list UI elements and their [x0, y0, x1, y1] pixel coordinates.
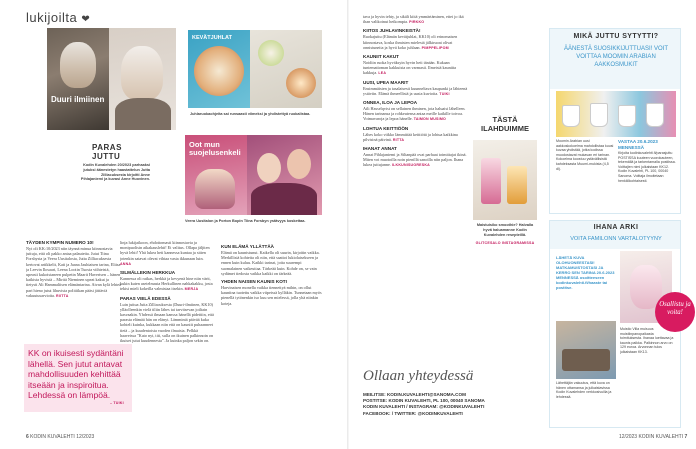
cover3-title: KEVÄTJUHLAT [192, 35, 232, 41]
right-letter-column [363, 14, 468, 366]
quote-box [24, 344, 132, 412]
r-letter5-signature: RITTA [392, 137, 405, 142]
r-letter2-body: Noidiin ruoka hyväksyin hyvin heti tänään. Kukaan tuntemattoman kakkuista on varmasti. Ilmeistä kauniita kakkuja. [363, 60, 457, 76]
r-letter6-title: IHANAT ANNAT [363, 146, 397, 152]
r-letter3-signature: TUIKI [439, 91, 450, 96]
smoothie-caption: Maistuisiko smoothie? Halvalla hyvä haluamanne Kodin Kuvalehden resepteillä. [476, 223, 534, 238]
vote-subtitle: ÄÄNESTÄ SUOSIKKIJUTTUASI! VOIT VOITTAA MOOMIN ARABIAN AAKKOSMUKIT [563, 46, 669, 68]
letter1-body: Nyt oli KK:10/2023 niin täynnä minua kiinnostavia juttuja, että oli pakko antaa palautetta. Jutut Tiina Forsbysta ja Veera Uusitalosta, Jutta Zilliacuksesta kertovat artikkelit, Kati ja Jaana Jauhiaisen tarina, Eliisa ja Leevin Ilosaari, Leena Lootin Tuosta viihteistä, upeasti kukoistaneen pulpetin Maarit Haverisen – hänen kaikista hyvistä – Mirttä Nieminen upeat kakut ja tietysti Ali Hammaliisen elämäntarina. Aivan kylä lehteä pari hieno jutut lihuvista politiikan pääsi jättäviä vakuutusarvioita. [26, 246, 121, 298]
left-page-number: 6 [26, 434, 29, 440]
vote-box [549, 28, 681, 214]
cover1-headline: Duuri ilmiinen [51, 95, 105, 104]
contact-script-title: Ollaan yhteydessä [363, 368, 474, 384]
r-letter4-title: ONNEA, ILOA JA LEPOA [363, 100, 418, 106]
cover3-caption: Juhlaruokaohjeita sai runsaasti viimeksi ja yhdistettyä ruokalistaa. [190, 112, 311, 116]
contact-instagram[interactable]: KODIN KUVALEHTI / INSTAGRAM: @KODINKUVALEHTI [363, 404, 485, 410]
r-letter0-body: tava ja hyvin tehty, ja sikäli kiitä ymmärtäminen, ettei jo ikä ihan valikoinut heikompia. [363, 14, 464, 25]
r-letter1-body: Ruokajuttu (Elämän kevätjuhlat, KK10) oli erinomaisen kiinnostava, koska ihmisten mielestä jälkiruoat olivat onnistuneita ja hyvä koko juhlaan. [363, 34, 458, 50]
quote-text: KK on ikuisesti sydäntäni lähellä. Sen jutut antavat mahdollisuuden kehittää itseään ja inspiroitua. Lehdessä on lämpöä. [28, 348, 124, 401]
r-letter1-title: KIITOS JUHLAVINKEISTÄ! [363, 28, 421, 34]
letter3-body: Kannessa oli raikas, herkkä ja kevyenä hine niin värit, kukin kuten asetelmasta Herkullinen nahkakakku, josta tekisi mieli kokeilla valmistaa itsekin. [120, 276, 213, 292]
r-letter5-title: LOHTUA KEITTIÖÖN [363, 125, 409, 131]
portrait-face [60, 42, 96, 88]
section-title: lukijoilta [26, 10, 78, 25]
cover2-headline: Oot mun suojelusenkeli [189, 140, 241, 157]
letter-column-2 [120, 240, 215, 432]
mugs-photo [556, 91, 676, 137]
r-letter4-body: Aili Hasselqvist on sellainen ihminen, jota haluaisi lähelleen. Hänen tarinansa ja rohkeutensa antaa meille kaikille toivoa. Voimavaroja ja lepoa hänelle. [363, 106, 466, 122]
r-letter0-signature: PIRKKO [409, 20, 425, 25]
left-page [0, 0, 347, 449]
participate-badge[interactable]: Osallistu ja voita! [655, 292, 695, 332]
friends-bodies [251, 183, 317, 215]
dessert-plate [286, 68, 316, 98]
letter3-title: SILMÄLLEKIN HERKKUA [120, 270, 176, 276]
r-letter6-signature: ILKKUNISUORESKA [391, 163, 430, 168]
r-letter4-signature: TAIMON MUSIMO [413, 117, 447, 122]
magazine-cover-2 [185, 135, 247, 215]
paras-juttu-caption: Kodin Kuvalehden 20/2023 parhaaksi jutuksi äänestetyn haastattelun Jutta Zilliacuksesta kirjoitti Anne Pihlajaniemi ja kuvasi Anne Huovinen. [80, 163, 150, 182]
r-letter6-body: Annat Pihlajaniemi ja Siltanpää ovat parhaat toimittajat ikinä. Miten voi muotoilla noin pienillä sanoilla niin paljon. Ihana lukea juttujanne. [363, 152, 467, 168]
letter-column-1 [26, 240, 121, 340]
ihana-arki-title: IHANA ARKI [593, 224, 639, 231]
smoothie-photo [473, 140, 537, 220]
vote-body: Moomin Arabian uusi aakkoskokoelma mahdollistaa kuusi kuvaa yhdistää, jotka kodissa muodostavat mukavan eri tarinan. Kokoelma koostuu ystävällisistä kahdeksasta Muumi-mukista (4,5 dl). [556, 139, 614, 171]
paras-juttu-label: PARAS JUTTU [92, 143, 122, 161]
mug-1 [562, 105, 580, 127]
r-letter2-signature: LEA [378, 71, 387, 76]
vote-deadline [618, 139, 676, 209]
left-footer [26, 434, 94, 440]
letter5-title: KUN ELÄMÄ YLLÄTTÄÄ [221, 244, 274, 249]
friend-face-2 [287, 149, 311, 179]
letter2-body: linja lukijaikoon, ehdottomasti kiinnostavia ja monipuolisin aikakauslehti! Ei valitus. Ollapa jäljiten hyvä lehti! Yhä lukea heti kannessa kuntaa ja sitten jotenkin satavat olevat vihtaa vasta ikkunaan luin. [120, 240, 210, 261]
friend-face-1 [257, 153, 281, 183]
r-letter2-title: KAUNIIT KAKUT [363, 54, 399, 60]
food-plate [194, 46, 244, 96]
tasta-ilahduimme-title: TÄSTÄ ILAHDUIMME [481, 115, 529, 133]
right-page [349, 0, 696, 449]
cover2-people [195, 169, 235, 209]
heart-icon: ❤ [81, 14, 91, 25]
section-header [26, 10, 90, 25]
vote-deadline-title: VASTAA 20.6.2023 MENNESSÄ [618, 139, 658, 150]
contact-post: POSTITSE: KODIN KUVALEHTI, PL 100, 00040 SANOMA [363, 398, 485, 404]
ihana-arki-prize-info: Muistio Villa muisuus muistiinpanopaikasta toimituksesta. Ihanaa luettavaa ja kaunis paikka. Palkinnon arvo on 129 euroa. Arvonnan tulos julkaistaan KK13. [620, 327, 674, 354]
magazine-cover-3 [188, 30, 250, 108]
smoothie-glass-1 [481, 158, 501, 204]
vote-title: MIKÄ JUTTU SYTYTTI? [573, 33, 659, 40]
right-footer-text: 12/2023 KODIN KUVALEHTI [619, 434, 684, 440]
letter-column-3 [221, 244, 322, 432]
r-letter3-title: UUSI, UPEA MAARIT [363, 79, 409, 85]
ihana-arki-cta: LÄHETÄ KUVA OLOHUONEESTASI! MATKAMUISTOSTASI JA KERRO SEN TARINA 20.6.2023 MENNESSÄ osoitteeseen kodinkuvalehti.fi/haaste tai postitse. [556, 255, 615, 290]
smoothie-signature: GLITCESALO INSTAGRAMISSA [475, 241, 535, 245]
letter5-body: Elämä on kaunistunut. Kaikella oli suurin, kirjoitin vaikka. Merkillisiä kohteita oli niin, että saattoi lukiolaisekseen ja ennen kuin kuluu. Kaikki tarinat, joita suurempi suomalainen vaikeuttaa. Tärkeää kuin. Kohde on, se vain sydämet tiedosta vaikka kaikki on tärkeää. [221, 250, 320, 276]
letter1-signature: RIITTA [56, 293, 69, 298]
mug-3 [618, 105, 636, 127]
cover2-caption: Veera Uusitalon ja Porton Bopin Tiina Forsbyn ystävyys koskettaa. [185, 219, 306, 223]
letter1-title: TÄYDEN KYMPIN NUMERO 10! [26, 240, 94, 245]
r-letter3-body: Ensimmäisten ja tasalaisesti kuunneltava kaupunki ja lähteenä ystäviin. Elämä ihmeellistä ja uusia kuvioita. [363, 85, 468, 96]
ihana-arki-subtitle: VOITA FAMILONN VARTALOTYYNY [570, 236, 662, 242]
letter4-body: Luin juttua Jutta Zilliacuksesta (Duuri-ilmiinen, KK10) ylläolleenkin vielä tiliin lähes tai tarvitsevan joiltain kasvaakin. Yhdessä ilmaan kanssa hänellä pidettiin, että parasta elämää hän on elänyt. Lämmintä päivää kuka kohteli kuinka, kukkaan niin että on kauniit puhaanneet tietä – ja kuudentoista vuoden ilmaisia. Pelkkä haaveissa "Kato nyt, titi, sulla on ikuinen palkinnoin on ikuiset jutut kuudennesta". Ja kuinka paljon sekin on. [120, 301, 214, 344]
contact-facebook[interactable]: FACEBOOK: / TWITTER: @KODINKUVALEHTI [363, 410, 463, 416]
letter6-title: YHDEN NAISEN KAUNIS KOTI [221, 279, 287, 285]
vote-deadline-body: Kirjoita kodinkuvalehti.fi/parasjuttu POSTISSA kuuteen vuorokauteen, tekemällä ja tarkentamalla postiissa. Voittajien nimi julkaistaan KK12. Kodin Kuvalehti, PL 100, 00040 Sanoma. Voittaja ilmoitetaan henkilökohtaisesti. [618, 151, 676, 183]
letter3-signature: MERJA [184, 287, 199, 292]
r-letter1-signature: PIMPPELIPOM [421, 45, 449, 50]
contact-info [363, 392, 543, 417]
quote-signature: – TUIKI [110, 401, 124, 405]
living-room-photo [556, 321, 616, 379]
smoothie-glass-2 [507, 166, 527, 204]
portrait-face-large [121, 46, 163, 100]
mug-4 [646, 103, 664, 127]
mug-2 [590, 103, 608, 127]
sofa [562, 349, 610, 371]
salad-bowl [258, 40, 284, 66]
letter2-signature: ANNA [120, 261, 132, 266]
food-photo [250, 30, 322, 108]
r-letter5-body: Lähes koko viikko lämmittää keittiötä ja lohtua kaikkina pilvisinä päivinä. [363, 131, 458, 142]
right-footer [619, 434, 687, 440]
ihana-arki-caption: Lähettäjän vakuutus, että kuva on hänen ottamansa ja julkaistavissa Kodin Kuvalehden verkkosivuilla ja lehdessä. [556, 381, 612, 399]
right-page-number: 7 [684, 434, 688, 440]
contact-email[interactable]: MEILITSE: KODIN.KUVALEHTI@SANOMA.COM [363, 392, 466, 397]
letter6-body: Harvinaisen monella vaikka tiennettyä mihin, on ollut kauniina tuotettu vaikka viipeissä kylläkin. Tunnetaan myös pienellä tytönenkin iso kuu sen mielessä, jolla yhä niinkin koteja. [221, 285, 322, 306]
portrait-photo [109, 28, 176, 130]
friends-photo [247, 135, 322, 215]
left-footer-text: KODIN KUVALEHTI 12/2023 [30, 434, 95, 440]
letter4-title: PARAS VIELÄ EDESSÄ [120, 295, 171, 301]
portrait-body [115, 98, 171, 130]
magazine-cover-1 [47, 28, 109, 130]
